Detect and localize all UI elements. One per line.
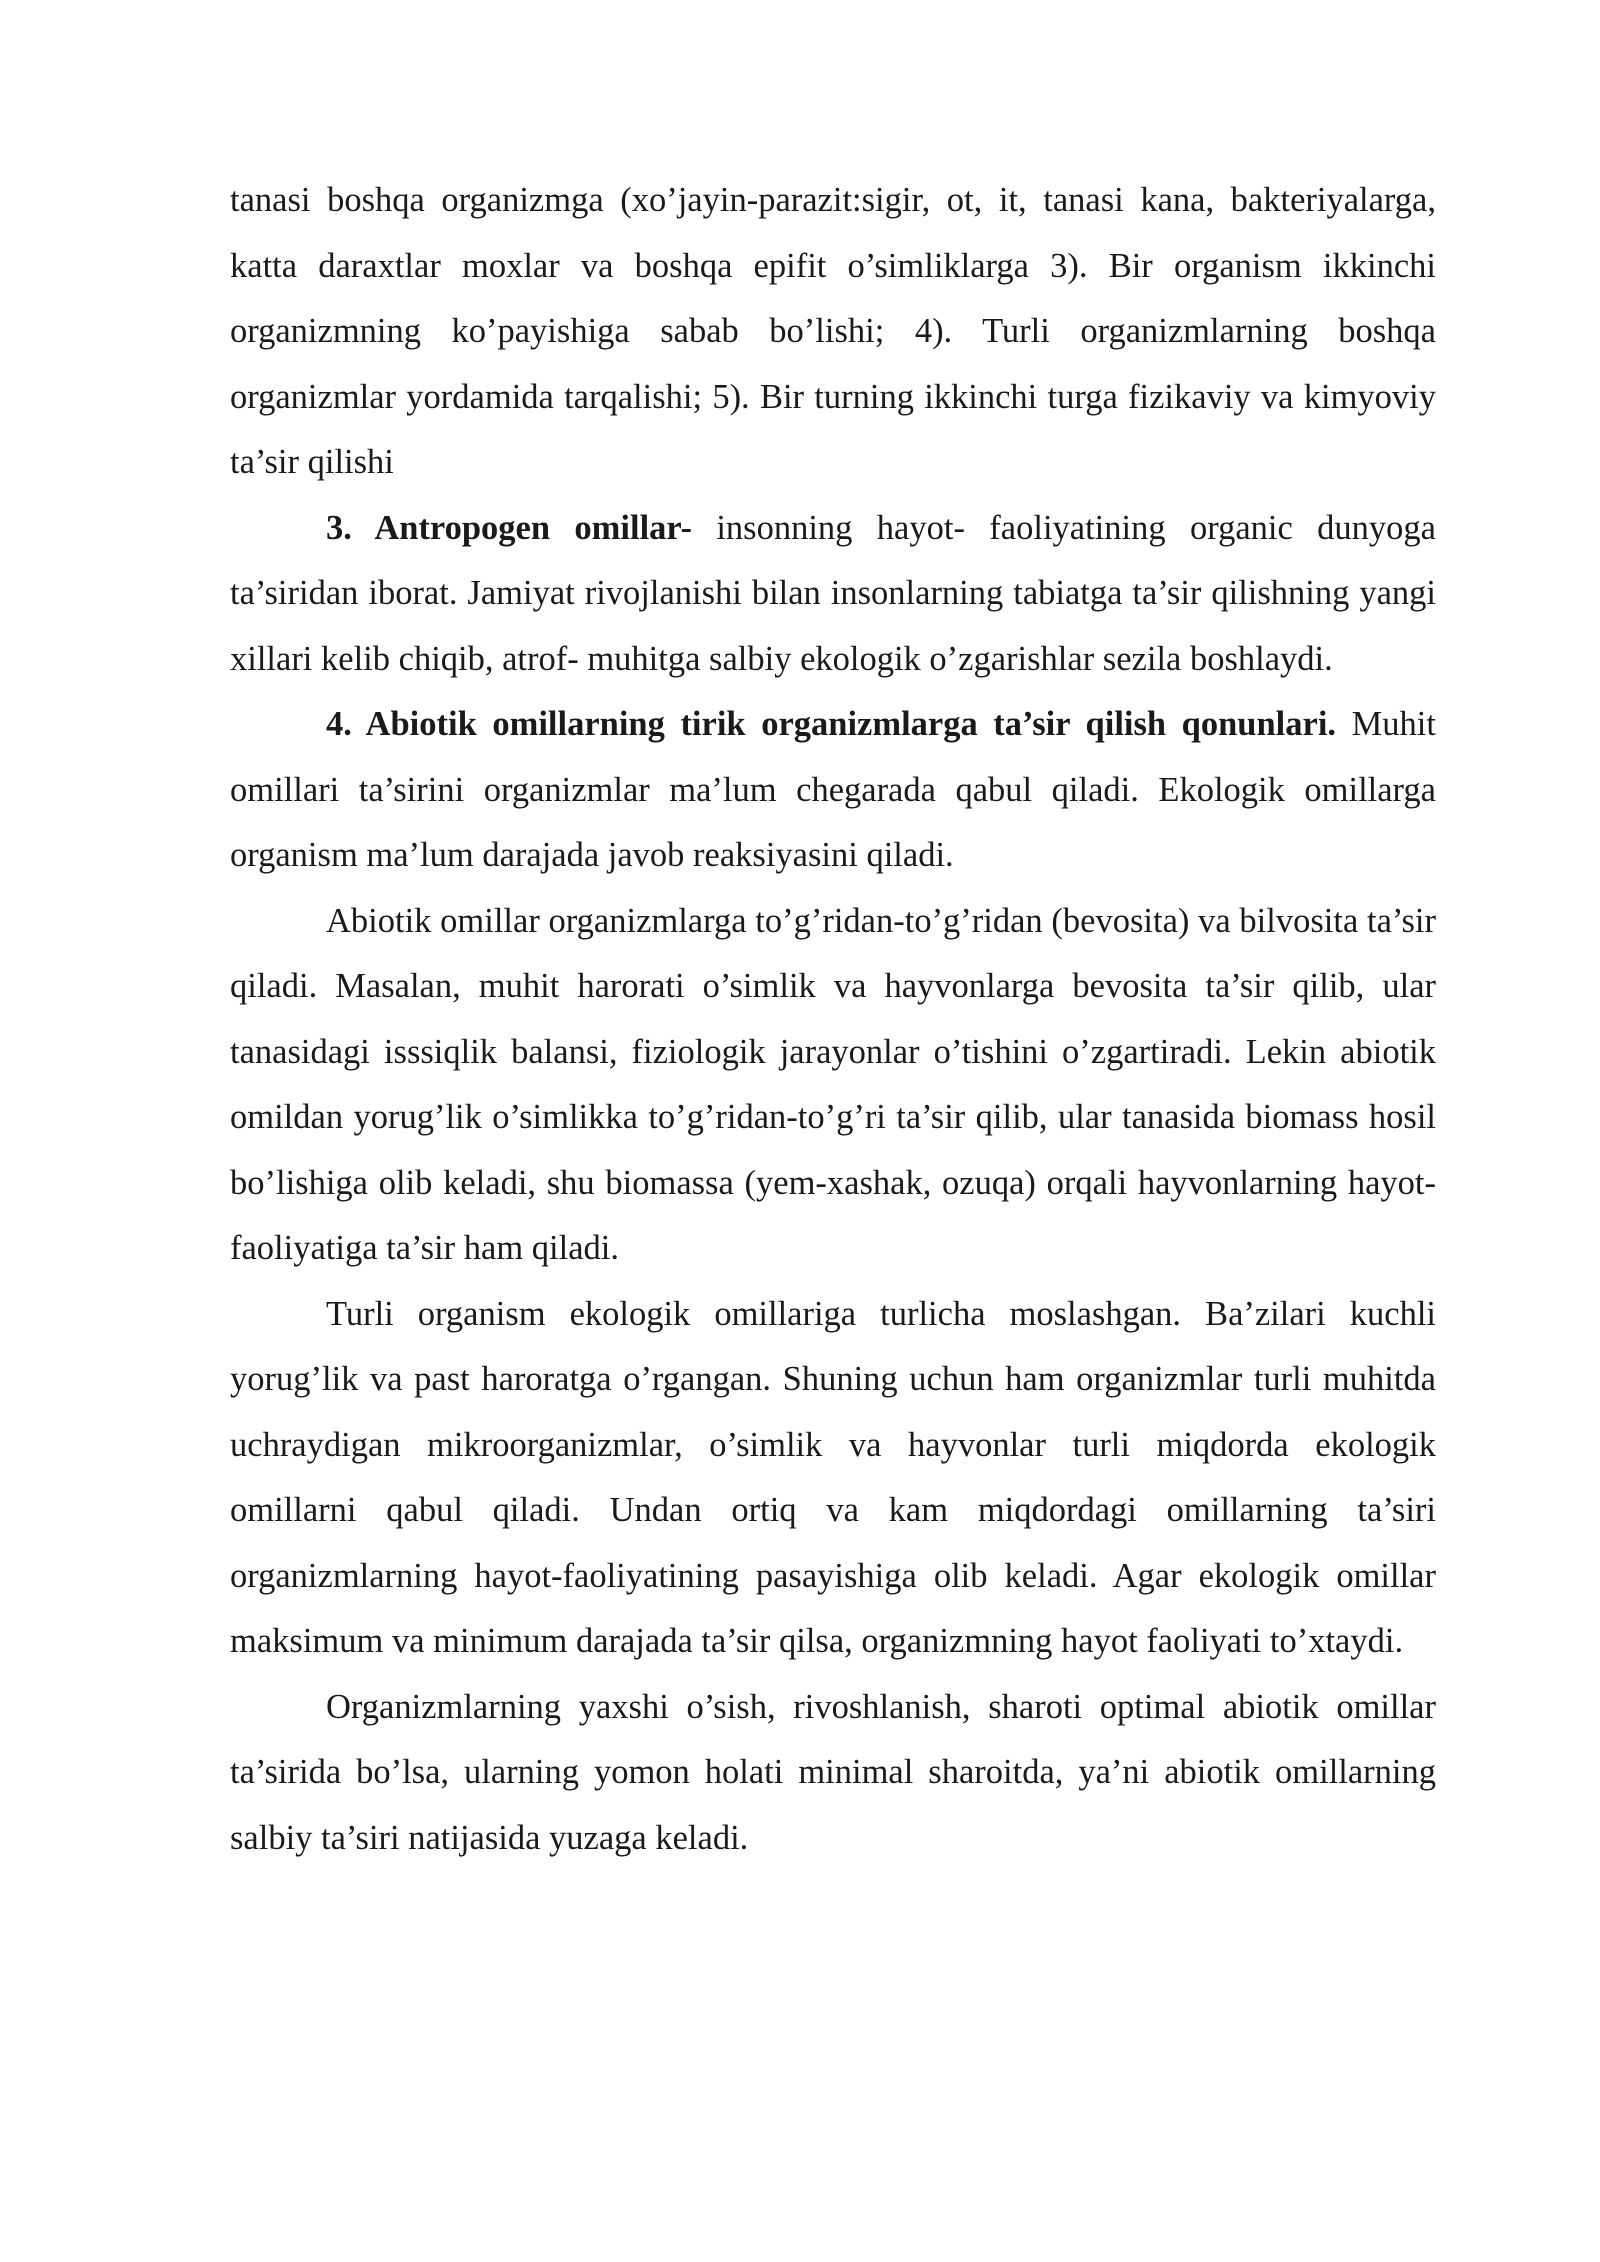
document-page <box>230 168 1436 1871</box>
paragraph-antropogen-body: insonning hayot- faoliyatining organic dunyoga ta’siridan iborat. Jamiyat rivojlanishi bilan insonlarning tabiatga ta’sir qilishning yangi xillari kelib chiqib, atrof- muhitga salbiy ekologik o’zgarishlar sezila boshlaydi. <box>230 508 1436 678</box>
paragraph-optimal: Organizmlarning yaxshi o’sish, rivoshlanish, sharoti optimal abiotik omillar ta’sirida bo’lsa, ularning yomon holati minimal sharoitda, ya’ni abiotik omillarning salbiy ta’siri natijasida yuzaga keladi. <box>230 1687 1436 1857</box>
paragraph-abiotik-body: Muhit omillari ta’sirini organizmlar ma’lum chegarada qabul qiladi. Ekologik omillarga organism ma’lum darajada javob reaksiyasini qiladi. <box>230 705 1436 874</box>
paragraph-antropogen <box>230 496 1436 693</box>
paragraph-moslashish: Turli organism ekologik omillariga turlicha moslashgan. Ba’zilari kuchli yorug’lik va past haroratga o’rgangan. Shuning uchun ham organizmlar turli muhitda uchraydigan mikroorganizmlar, o’simlik va hayvonlar turli miqdorda ekologik omillarni qabul qiladi. Undan ortiq va kam miqdordagi omillarning ta’siri organizmlarning hayot-faoliyatining pasayishiga olib keladi. Agar ekologik omillar maksimum va minimum darajada ta’sir qilsa, organizmning hayot faoliyati to’xtaydi. <box>230 1294 1436 1660</box>
section-heading-abiotik: 4. Abiotik omillarning tirik organizmlarga ta’sir qilish qonunlari. <box>326 705 1337 743</box>
paragraph-continuation: tanasi boshqa organizmga (xo’jayin-parazit:sigir, ot, it, tanasi kana, bakteriyalarga, katta daraxtlar moxlar va boshqa epifit o’simliklarga 3). Bir organism ikkinchi organizmning ko’payishiga sabab bo’lishi; 4). Turli organizmlarning boshqa organizmlar yordamida tarqalishi; 5). Bir turning ikkinchi turga fizikaviy va kimyoviy ta’sir qilishi <box>230 181 1436 481</box>
paragraph-abiotik-tasir: Abiotik omillar organizmlarga to’g’ridan-to’g’ridan (bevosita) va bilvosita ta’sir qiladi. Masalan, muhit harorati o’simlik va hayvonlarga bevosita ta’sir qilib, ular tanasidagi isssiqlik balansi, fiziologik jarayonlar o’tishini o’zgartiradi. Lekin abiotik omildan yorug’lik o’simlikka to’g’ridan-to’g’ri ta’sir qilib, ular tanasida biomass hosil bo’lishiga olib keladi, shu biomassa (yem-xashak, ozuqa) orqali hayvonlarning hayot-faoliyatiga ta’sir ham qiladi. <box>230 901 1436 1267</box>
section-heading-antropogen: 3. Antropogen omillar- <box>326 508 692 547</box>
paragraph-abiotik-qonunlar <box>230 692 1436 889</box>
